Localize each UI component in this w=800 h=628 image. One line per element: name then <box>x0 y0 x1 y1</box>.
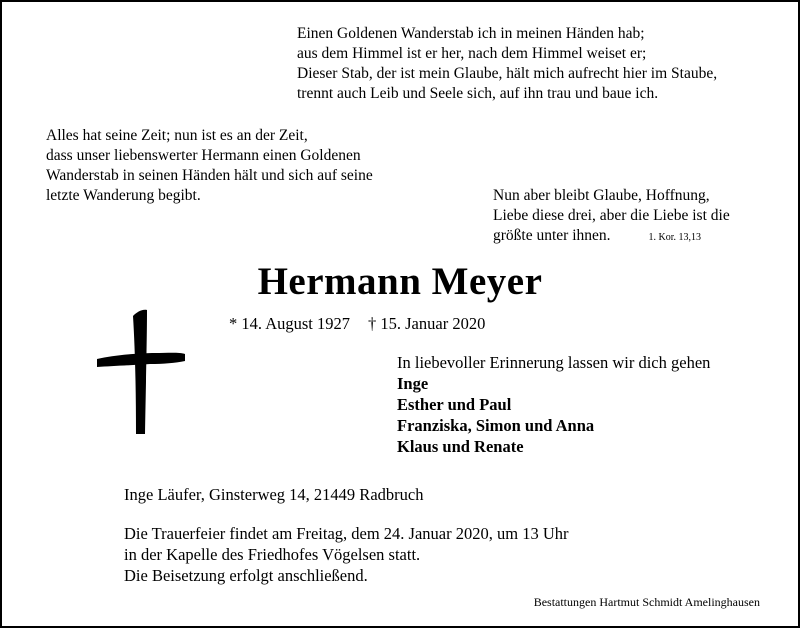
verse-line: Liebe diese drei, aber die Liebe ist die <box>493 207 730 224</box>
service-line: in der Kapelle des Friedhofes Vögelsen statt. <box>124 545 421 564</box>
funeral-service-info <box>124 523 568 586</box>
mourner-list <box>397 373 710 457</box>
mourner-name: Klaus und Renate <box>397 437 524 456</box>
intro-line: letzte Wanderung begibt. <box>46 187 201 204</box>
family-address: Inge Läufer, Ginsterweg 14, 21449 Radbruch <box>124 485 424 504</box>
mourner-name: Inge <box>397 374 429 393</box>
intro-line: Alles hat seine Zeit; nun ist es an der Zeit, <box>46 127 308 144</box>
service-line: Die Trauerfeier findet am Freitag, dem 24. Januar 2020, um 13 Uhr <box>124 524 569 543</box>
verse-line: Nun aber bleibt Glaube, Hoffnung, <box>493 187 710 204</box>
poem-line: aus dem Himmel ist er her, nach dem Himmel weiset er; <box>297 45 647 62</box>
poem-line: Dieser Stab, der ist mein Glaube, hält mich aufrecht hier im Staube, <box>297 65 718 82</box>
poem-line: Einen Goldenen Wanderstab ich in meinen Händen hab; <box>297 25 645 42</box>
bible-verse <box>493 186 730 248</box>
verse-reference: 1. Kor. 13,13 <box>648 232 702 243</box>
poem-line: trennt auch Leib und Seele sich, auf ihn trau und baue ich. <box>297 85 659 102</box>
undertaker: Bestattungen Hartmut Schmidt Amelinghausen <box>533 595 760 609</box>
verse-line-text: größte unter ihnen. <box>493 227 611 244</box>
mourner-name: Esther und Paul <box>397 395 512 414</box>
mourners <box>397 352 710 457</box>
mourner-name: Franziska, Simon und Anna <box>397 416 595 435</box>
service-line: Die Beisetzung erfolgt anschließend. <box>124 566 368 585</box>
verse-line <box>493 226 730 248</box>
poem <box>297 24 717 104</box>
mourners-intro: In liebevoller Erinnerung lassen wir dich gehen <box>397 353 711 372</box>
life-dates <box>229 313 485 335</box>
intro-line: dass unser liebenswerter Hermann einen Goldenen <box>46 147 361 164</box>
intro-text <box>46 126 373 206</box>
death-date: † 15. Januar 2020 <box>368 314 486 333</box>
deceased-name: Hermann Meyer <box>257 260 543 303</box>
intro-line: Wanderstab in seinen Händen hält und sich auf seine <box>46 167 373 184</box>
birth-date: * 14. August 1927 <box>229 314 351 333</box>
cross-icon <box>95 308 187 436</box>
